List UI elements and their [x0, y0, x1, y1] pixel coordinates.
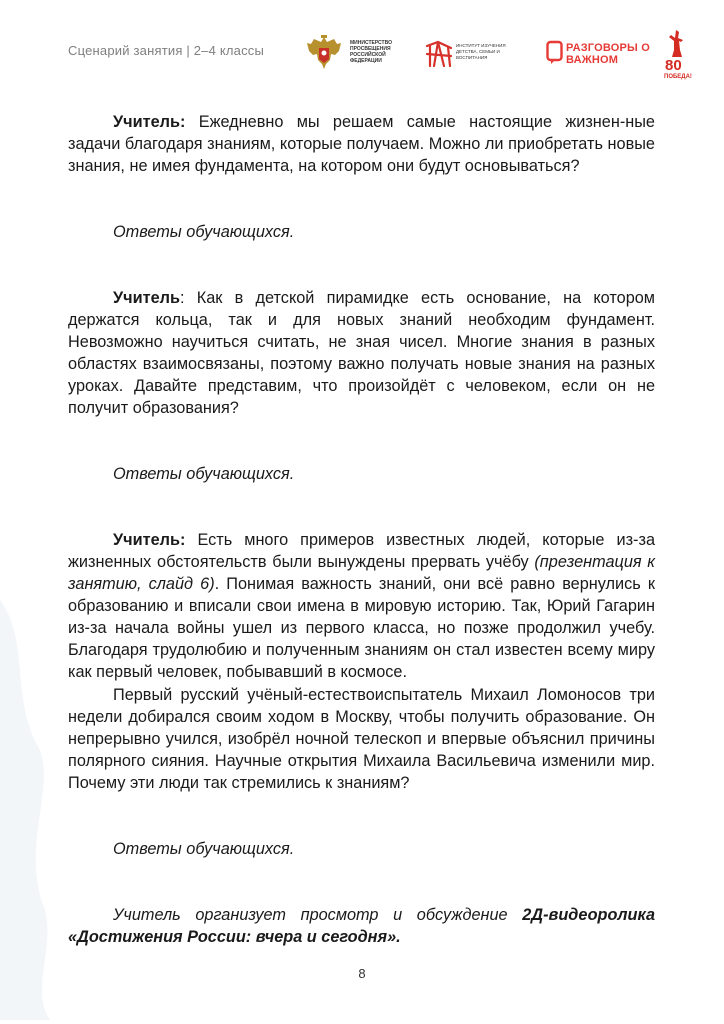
lomonosov-paragraph: Первый русский учёный-естествоиспытатель Михаил Ломоносов три недели добирался своим ходом в Москву, чтобы получить образование. Он непрерывно учился, изобрёл ночной телескоп и впервые объяснил причины полярного сияния. Научные открытия Михаила Васильевича изменили мир. Почему эти люди так стремились к знаниям?: [68, 686, 655, 792]
students-answer-2: Ответы обучающихся.: [113, 465, 295, 483]
ministry-logo-text: МИНИСТЕРСТВО ПРОСВЕЩЕНИЯ РОССИЙСКОЙ ФЕДЕРАЦИИ: [350, 40, 392, 64]
institute-emblem-icon: [424, 36, 454, 70]
razgovory-logo-text: РАЗГОВОРЫ О ВАЖНОМ: [566, 42, 650, 66]
video-instruction: [68, 904, 655, 948]
paragraph-text: Есть много примеров известных людей, которые из-за жизненных обстоятельств были вынуждены прервать учёбу: [68, 531, 655, 571]
page-number: 8: [358, 966, 366, 981]
video-title: 2Д-видеоролика «Достижения России: вчера и сегодня».: [68, 906, 655, 946]
paragraph-text: Ежедневно мы решаем самые настоящие жизнен-ные задачи благодаря знаниям, которые получаем. Можно ли приобретать новые знания, не имея фундамента, на котором они будут основываться?: [68, 113, 655, 175]
teacher-label: Учитель: [113, 289, 180, 307]
instruction-text: Учитель организует просмотр и обсуждение: [113, 906, 523, 924]
students-answer-1: Ответы обучающихся.: [113, 223, 295, 241]
institute-logo: [424, 36, 524, 72]
page-header: [0, 0, 724, 90]
victory-80-number: 80: [665, 57, 682, 74]
monument-icon: [662, 28, 692, 58]
slide-reference: (презентация к занятию, слайд 6): [68, 553, 655, 593]
teacher-label: Учитель:: [113, 531, 186, 549]
page-content: [68, 111, 655, 948]
paragraph-text: : Как в детской пирамидке есть основание, на котором держатся кольца, так и для новых знаний необходим фундамент. Невозможно научиться считать, не зная чисел. Многие знания в разных областях взаимосвязаны, поэтому важно получать новые знания на разных уроках. Давайте представим, что произойдёт с человеком, если он не получит образования?: [68, 289, 655, 417]
teacher-paragraph-2: [68, 287, 655, 419]
institute-logo-text: ИНСТИТУТ ИЗУЧЕНИЯ ДЕТСТВА, СЕМЬИ И ВОСПИТАНИЯ: [456, 43, 506, 60]
teacher-paragraph-3: [68, 529, 655, 683]
paragraph-text: . Понимая важность знаний, они всё равно вернулись к образованию и вписали свои имена в мировую историю. Так, Юрий Гагарин из-за начала войны ушел из первого класса, но позже продолжил учебу. Благодаря трудолюбию и полученным знаниям он стал известен всему миру как первый человек, побывавший в космосе.: [68, 575, 656, 681]
teacher-paragraph-1: [68, 111, 655, 177]
ministry-logo: [304, 34, 404, 72]
victory-80-logo: [662, 28, 692, 90]
eagle-emblem-icon: [304, 34, 344, 72]
victory-80-text: ПОБЕДА!: [664, 74, 692, 80]
students-answer-3: Ответы обучающихся.: [113, 840, 295, 858]
scenario-title: Сценарий занятия | 2–4 классы: [68, 43, 265, 58]
razgovory-logo: [546, 40, 650, 72]
background-watermark: [0, 560, 60, 1020]
teacher-label: Учитель:: [113, 113, 186, 131]
speech-bubble-icon: [546, 40, 564, 64]
